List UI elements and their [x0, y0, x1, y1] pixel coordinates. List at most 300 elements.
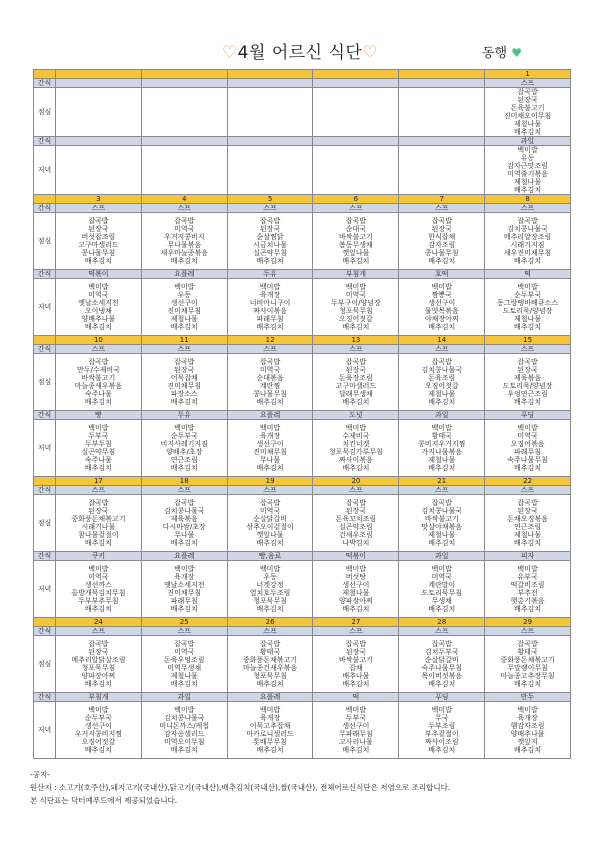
- dish-item: 마카로니샐러드: [246, 730, 294, 738]
- snack-cell: 스프: [313, 486, 399, 495]
- meal-cell: [227, 420, 313, 477]
- dish-item: 백미밥: [259, 424, 281, 432]
- date-row: [34, 618, 571, 627]
- heart-icon: ♡: [362, 43, 379, 63]
- lunch-snack-row: [34, 486, 571, 495]
- meal-cell: [56, 420, 142, 477]
- menu-table: [33, 69, 571, 759]
- dish-item: 올방개묵김치무침: [71, 589, 126, 597]
- dish-item: 백미밥: [174, 706, 195, 714]
- dish-item: 생선구이: [428, 299, 456, 307]
- dish-item: 된장국: [88, 225, 109, 233]
- dish-item: 동그랑땡바베큐소스: [497, 299, 558, 307]
- snack-cell: 스프: [141, 486, 227, 495]
- dish-item: 백미밥: [517, 424, 538, 432]
- dish-item: 우동: [263, 573, 277, 581]
- snack-cell: 과일: [141, 693, 227, 702]
- snack-cell: 스프: [485, 486, 571, 495]
- dish-item: 제철나물: [514, 531, 542, 539]
- dish-item: 잡곡밥: [259, 640, 281, 648]
- meal-cell: [56, 702, 142, 759]
- snack-cell: 요플레: [141, 552, 227, 561]
- dish-item: 배추김치: [256, 398, 284, 406]
- dish-item: 잡곡밥: [174, 640, 195, 648]
- dish-item: 두부조림: [428, 722, 456, 730]
- dish-item: 백미밥: [431, 424, 452, 432]
- dish-item: 황태국: [431, 432, 452, 440]
- date-row: [34, 70, 571, 79]
- dish-item: 청포묵무침: [338, 307, 373, 315]
- meal-cell: [485, 636, 571, 693]
- dish-item: 배추김치: [428, 680, 456, 688]
- dish-item: 물엿목볶음: [424, 307, 459, 315]
- dish-item: 제철나물: [428, 456, 456, 464]
- snack-cell: 부침개: [313, 270, 399, 279]
- dish-item: 된장국: [431, 225, 452, 233]
- dish-item: 진미채무침: [167, 307, 202, 315]
- dish-item: 제철나물: [170, 315, 198, 323]
- dish-item: 떡갈비조림: [510, 581, 545, 589]
- dish-item: 콩비지우거지찜: [418, 440, 466, 448]
- dinner-label: 저녁: [34, 420, 56, 477]
- dish-item: 건새우조림: [338, 531, 373, 539]
- dish-item: 오징어젓갈: [338, 315, 373, 323]
- snack-cell: 스프: [56, 627, 142, 636]
- dish-item: 도토리묵무침: [421, 589, 463, 597]
- snack-cell: 스프: [141, 345, 227, 354]
- dish-item: 제육볶음: [514, 374, 542, 382]
- dish-item: 잡곡밥: [517, 640, 538, 648]
- dish-item: 두부구이/양념장: [331, 299, 381, 307]
- dish-item: 바싹불고기: [424, 515, 459, 523]
- dish-item: 달래무생채: [338, 390, 373, 398]
- snack-cell: 두유: [227, 270, 313, 279]
- meal-cell: [227, 702, 313, 759]
- dish-item: 너비아니구이: [249, 299, 291, 307]
- meal-cell: [313, 420, 399, 477]
- dish-item: 순대국: [345, 225, 367, 233]
- dish-item: 황태국: [517, 648, 538, 656]
- dish-item: 배추김치: [256, 464, 284, 472]
- dish-item: 어묵잡채: [170, 374, 198, 382]
- date-cell: 18: [141, 477, 227, 486]
- dish-item: 양배추/초장: [166, 448, 203, 456]
- dish-item: 김치콩나물국: [421, 366, 463, 374]
- dish-item: 된장국: [517, 507, 538, 515]
- dish-item: 배추김치: [342, 746, 370, 754]
- dish-item: 미역줄기볶음: [507, 170, 548, 178]
- snack-label: 간식: [34, 411, 56, 420]
- dish-item: 배추김치: [514, 323, 542, 331]
- dish-item: 백미밥: [345, 283, 367, 291]
- date-label-cell: [34, 336, 56, 345]
- lunch-label: 점심: [34, 88, 56, 137]
- date-cell: 3: [56, 195, 142, 204]
- dish-item: 야채장아찌: [424, 315, 459, 323]
- snack-cell: 쿠키: [56, 552, 142, 561]
- dish-item: 진미채무침: [253, 448, 287, 456]
- meal-cell: [141, 146, 227, 195]
- dish-item: 잡곡밥: [88, 640, 109, 648]
- meal-cell: [141, 495, 227, 552]
- heart-icon: ♡: [221, 43, 238, 63]
- dish-item: 순두부국: [170, 432, 198, 440]
- dish-item: 제철나물: [428, 390, 456, 398]
- dish-item: 나박김치: [342, 539, 370, 547]
- dish-item: 백미밥: [431, 565, 452, 573]
- dish-item: 배추김치: [342, 398, 370, 406]
- dish-item: 숙주나물무침: [421, 664, 463, 672]
- dish-item: 백미밥: [88, 283, 109, 291]
- dish-item: 잡곡밥: [517, 499, 538, 507]
- dish-item: 마늘종고추장무침: [500, 672, 555, 680]
- dish-item: 실곤약조림: [338, 523, 373, 531]
- date-cell: 29: [485, 618, 571, 627]
- dish-item: 버섯탕: [345, 573, 367, 581]
- dish-item: 배추김치: [514, 398, 542, 406]
- meal-cell: [313, 146, 399, 195]
- snack-cell: 스프: [141, 627, 227, 636]
- date-cell: [227, 70, 313, 79]
- meal-cell: [399, 213, 485, 270]
- dish-item: 부추겉절이: [424, 730, 459, 738]
- dish-item: 순두부국: [84, 714, 112, 722]
- dish-item: 연근조림: [514, 523, 542, 531]
- dish-item: 배추김치: [342, 464, 370, 472]
- lunch-label: 점심: [34, 213, 56, 270]
- dish-item: 잡곡밥: [431, 358, 452, 366]
- dish-item: 백미밥: [517, 283, 538, 291]
- snack-cell: [399, 79, 485, 88]
- dish-item: 두부부추무침: [78, 597, 119, 605]
- dish-item: 콩나물무침: [253, 390, 287, 398]
- dish-item: 양파장아찌: [81, 672, 116, 680]
- dish-item: 진미채무침: [167, 382, 202, 390]
- dish-item: 무나물: [174, 531, 195, 539]
- dish-item: 진미채오이무침: [503, 112, 552, 120]
- dish-item: 배추김치: [514, 539, 542, 547]
- dish-item: 된장국: [88, 507, 109, 515]
- meal-cell: [399, 354, 485, 411]
- dish-item: 배추김치: [170, 323, 198, 331]
- meal-cell: [399, 495, 485, 552]
- dish-item: 잡채: [349, 664, 363, 672]
- snack-label: 간식: [34, 204, 56, 213]
- dish-item: 도토리묵/양념장: [502, 382, 553, 390]
- snack-cell: [313, 137, 399, 146]
- dish-item: 백미밥: [431, 706, 452, 714]
- date-cell: 1: [485, 70, 571, 79]
- meal-cell: [227, 146, 313, 195]
- dish-item: 잡곡밥: [259, 499, 281, 507]
- dinner-snack-row: [34, 270, 571, 279]
- date-row: [34, 477, 571, 486]
- dish-item: 백미밥: [345, 565, 367, 573]
- dish-item: 양배추나물: [81, 315, 116, 323]
- dish-item: 생선구이: [342, 722, 370, 730]
- dinner-label: 저녁: [34, 146, 56, 195]
- dish-item: 백미밥: [174, 565, 195, 573]
- snack-cell: 스프: [485, 204, 571, 213]
- dish-item: 미역무생채: [167, 664, 202, 672]
- lunch-snack-row: [34, 204, 571, 213]
- dish-item: 무생채: [431, 597, 452, 605]
- date-cell: [313, 70, 399, 79]
- dish-item: 백미밥: [174, 424, 195, 432]
- dish-item: 생선구이: [170, 299, 198, 307]
- dish-item: 깻잎지: [517, 738, 538, 746]
- dish-item: 두부국: [88, 432, 109, 440]
- meal-cell: [227, 636, 313, 693]
- snack-cell: 떡: [485, 270, 571, 279]
- snack-cell: [56, 137, 142, 146]
- dish-item: 돈육장조림: [338, 374, 373, 382]
- dish-item: 제철나물: [342, 589, 370, 597]
- dish-item: 잡곡밥: [345, 640, 367, 648]
- dish-item: 고구마샐러드: [335, 382, 377, 390]
- dish-item: 된장국: [517, 366, 538, 374]
- dinner-label: 저녁: [34, 279, 56, 336]
- meal-cell: [56, 279, 142, 336]
- dish-item: 중화풍돈채볶고기: [500, 656, 555, 664]
- dish-item: 배추김치: [342, 257, 370, 265]
- lunch-row: [34, 88, 571, 137]
- snack-label: 간식: [34, 486, 56, 495]
- dish-item: 생선구이: [84, 722, 112, 730]
- dish-item: 육개장: [517, 714, 538, 722]
- date-row: [34, 336, 571, 345]
- snack-cell: 스프: [56, 486, 142, 495]
- meal-cell: [313, 88, 399, 137]
- dish-item: 미역국: [431, 573, 452, 581]
- meal-cell: [399, 702, 485, 759]
- dish-item: 무국: [434, 714, 449, 722]
- snack-label: 간식: [34, 79, 56, 88]
- dish-item: 순살닭갈비: [253, 515, 287, 523]
- dish-item: 배추김치: [428, 257, 456, 265]
- dish-item: 백미밥: [88, 424, 109, 432]
- snack-cell: 스프: [485, 627, 571, 636]
- meal-cell: [56, 495, 142, 552]
- dish-item: 제철나물: [428, 531, 456, 539]
- lunch-label: 점심: [34, 636, 56, 693]
- dish-item: 잡곡밥: [431, 640, 452, 648]
- dish-item: 잡곡밥: [88, 358, 109, 366]
- meal-cell: [485, 213, 571, 270]
- meal-cell: [141, 88, 227, 137]
- snack-cell: 스프: [313, 345, 399, 354]
- dish-item: 배추김치: [428, 539, 456, 547]
- dish-item: 햇총기볶음: [510, 597, 545, 605]
- dish-item: 비지사레기지짐: [160, 440, 208, 448]
- dish-item: 배추김치: [428, 323, 456, 331]
- meal-cell: [313, 636, 399, 693]
- dish-item: 한식잡채: [428, 233, 456, 241]
- dish-item: 마늘종새우볶음: [74, 382, 123, 390]
- meal-cell: [485, 420, 571, 477]
- dish-item: 우엉연근조림: [507, 390, 548, 398]
- dish-item: 돈채오징볶음: [507, 515, 548, 523]
- dish-item: 김치두부국: [424, 648, 459, 656]
- dish-item: 마늘종건새우볶음: [243, 664, 298, 672]
- dish-item: 두부국: [345, 714, 367, 722]
- dinner-label: 저녁: [34, 561, 56, 618]
- date-label-cell: [34, 195, 56, 204]
- dish-item: 실곤약무침: [81, 448, 116, 456]
- dish-item: 계란찜: [259, 382, 281, 390]
- meal-cell: [485, 561, 571, 618]
- dish-item: 오이냉채: [84, 307, 112, 315]
- header: [0, 38, 600, 68]
- date-cell: 17: [56, 477, 142, 486]
- provider-note: 본 식단표는 닥터예푸드에서 제공되었습니다.: [30, 796, 178, 805]
- dish-item: 옛날소세지전: [163, 581, 205, 589]
- snack-cell: [141, 79, 227, 88]
- dish-item: 잡곡밥: [517, 88, 538, 96]
- dish-item: 짜사이볶음: [253, 307, 287, 315]
- dish-item: 파래무침: [170, 597, 198, 605]
- snack-cell: [227, 137, 313, 146]
- snack-cell: [399, 137, 485, 146]
- meal-cell: [313, 702, 399, 759]
- origin-note: 원산지 : 소고기(호주산),돼지고기(국내산),닭고기(국내산),배추김치(국내산),쌀(국내산), 전체어르신식단은 저염으로 조리합니다.: [30, 783, 451, 792]
- dinner-snack-row: [34, 552, 571, 561]
- dish-item: 도토리묵/양념장: [502, 307, 553, 315]
- snack-cell: 과일: [399, 552, 485, 561]
- dish-item: 김치콩나물국: [507, 225, 548, 233]
- dish-item: 잡곡밥: [345, 358, 367, 366]
- date-label-cell: [34, 618, 56, 627]
- dish-item: 만두/수제비국: [76, 366, 120, 374]
- date-cell: 6: [313, 195, 399, 204]
- dish-item: 청포묵무침: [253, 597, 287, 605]
- date-cell: 21: [399, 477, 485, 486]
- dish-item: 다시마쌈/초장: [162, 523, 206, 531]
- dish-item: 중화풍돈채볶고기: [243, 656, 298, 664]
- dish-item: 미역국: [345, 291, 367, 299]
- dish-item: 된장국: [345, 648, 367, 656]
- dish-item: 순살찜닭: [256, 233, 284, 241]
- dish-item: 백미밥: [88, 706, 109, 714]
- dish-item: 햄감자조림: [510, 722, 545, 730]
- meal-cell: [227, 88, 313, 137]
- dish-item: 된장국: [345, 366, 367, 374]
- lunch-snack-row: [34, 345, 571, 354]
- snack-cell: 스프: [399, 345, 485, 354]
- dish-item: 생선구이: [342, 581, 370, 589]
- dish-item: 배추김치: [170, 605, 198, 613]
- meal-cell: [227, 354, 313, 411]
- dish-item: 순대볶음: [256, 374, 284, 382]
- dish-item: 배추김치: [84, 398, 112, 406]
- dish-item: 잡곡밥: [174, 217, 195, 225]
- meal-cell: [141, 279, 227, 336]
- dish-item: 잡곡밥: [88, 499, 109, 507]
- snack-cell: 과일: [485, 137, 571, 146]
- dish-item: 배추김치: [428, 398, 456, 406]
- dish-item: 배추김치: [256, 323, 284, 331]
- dish-item: 배추김치: [170, 680, 198, 688]
- meal-cell: [313, 279, 399, 336]
- dish-item: 새우마늘종볶음: [160, 249, 208, 257]
- snack-cell: 스프: [227, 486, 313, 495]
- dish-item: 잡곡밥: [431, 499, 452, 507]
- dish-item: 된장국: [345, 507, 367, 515]
- dish-item: 짜사이조림: [424, 738, 459, 746]
- dish-item: 제철나물: [514, 315, 542, 323]
- dish-item: 시금치나물: [253, 241, 287, 249]
- date-cell: 4: [141, 195, 227, 204]
- dish-item: 백미밥: [345, 424, 367, 432]
- snack-label: 간식: [34, 552, 56, 561]
- dish-item: 잡곡밥: [259, 217, 281, 225]
- notes: [30, 768, 450, 807]
- date-cell: 13: [313, 336, 399, 345]
- dish-item: 배추김치: [514, 680, 542, 688]
- dish-item: 미역국: [259, 507, 281, 515]
- snack-cell: 떡볶이: [313, 552, 399, 561]
- snack-cell: 스프: [485, 79, 571, 88]
- snack-cell: 푸딩: [485, 411, 571, 420]
- dinner-label: 저녁: [34, 702, 56, 759]
- meal-cell: [56, 354, 142, 411]
- date-cell: 27: [313, 618, 399, 627]
- dish-item: 청포묵무침: [81, 664, 116, 672]
- dish-item: 배추김치: [514, 128, 542, 136]
- lunch-row: [34, 495, 571, 552]
- snack-cell: 스프: [227, 345, 313, 354]
- dish-item: 숙주나물: [84, 390, 112, 398]
- brand-text: 동행: [481, 46, 508, 61]
- meal-cell: [56, 146, 142, 195]
- dish-item: 돈육꼬치조림: [335, 515, 377, 523]
- dish-item: 김치콩나물국: [421, 507, 463, 515]
- date-cell: 24: [56, 618, 142, 627]
- dish-item: 배추김치: [84, 746, 112, 754]
- dish-item: 김치콩나물국: [163, 507, 205, 515]
- dish-item: 배추김치: [84, 323, 112, 331]
- lunch-row: [34, 636, 571, 693]
- snack-cell: 푸딩: [399, 693, 485, 702]
- meal-cell: [313, 213, 399, 270]
- dinner-row: [34, 146, 571, 195]
- meal-cell: [227, 279, 313, 336]
- dish-item: 배추김치: [428, 464, 456, 472]
- dish-item: 순두부국: [514, 291, 542, 299]
- dish-item: 무말랭이무침: [507, 664, 548, 672]
- meal-cell: [399, 279, 485, 336]
- dish-item: 배추김치: [428, 746, 456, 754]
- dish-item: 배추김치: [84, 257, 112, 265]
- snack-cell: 스프: [485, 345, 571, 354]
- snack-label: 간식: [34, 270, 56, 279]
- snack-cell: 빵: [56, 411, 142, 420]
- dish-item: 제철나물: [514, 120, 542, 128]
- date-cell: 15: [485, 336, 571, 345]
- meal-cell: [313, 561, 399, 618]
- date-cell: 7: [399, 195, 485, 204]
- dish-item: 배추김치: [256, 257, 284, 265]
- dish-item: 버섯잡조림: [81, 233, 116, 241]
- date-cell: [141, 70, 227, 79]
- dish-item: 잡곡밥: [88, 217, 109, 225]
- dish-item: 콩나물무침: [81, 249, 116, 257]
- dish-item: 배추김치: [514, 464, 542, 472]
- date-cell: 11: [141, 336, 227, 345]
- dish-item: 백미밥: [88, 565, 109, 573]
- dish-item: 된장국: [88, 648, 109, 656]
- dish-item: 바싹불고기: [338, 656, 373, 664]
